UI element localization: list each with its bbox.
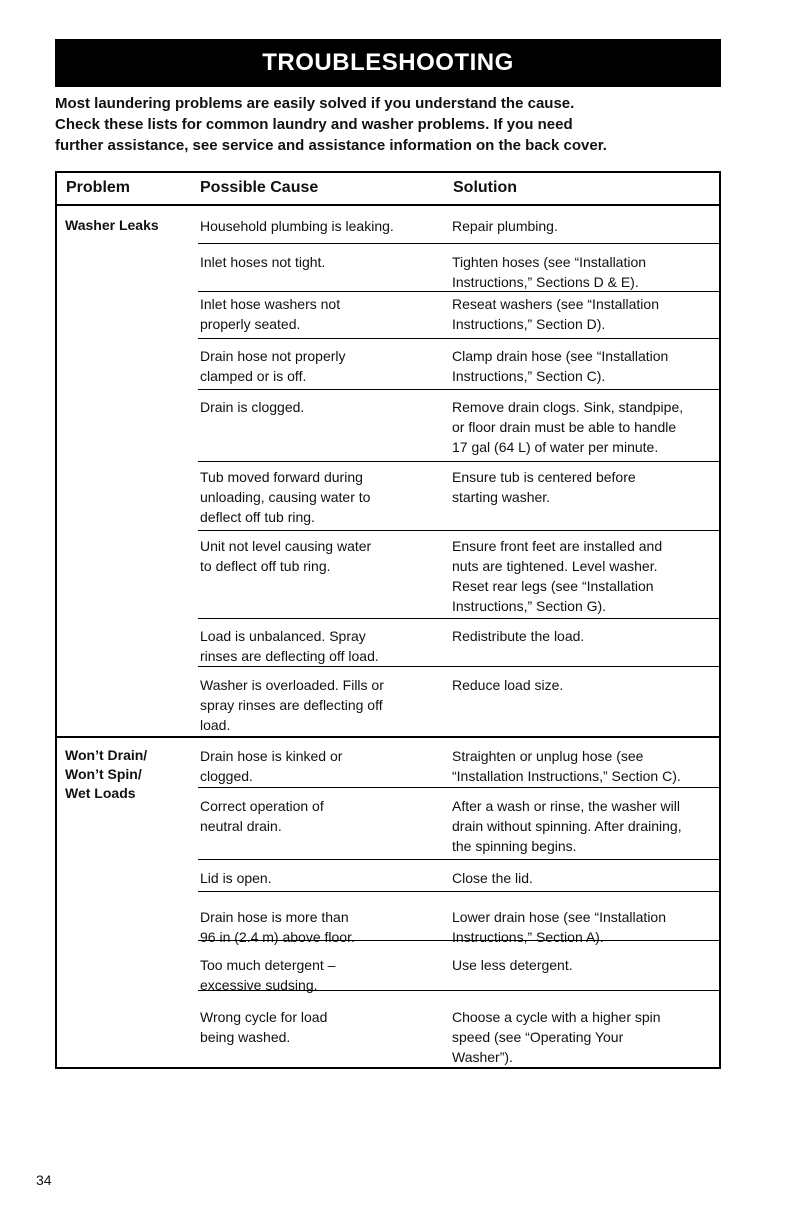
- row-divider: [198, 389, 719, 390]
- cause-line: to deflect off tub ring.: [200, 558, 331, 574]
- cause-cell: [200, 675, 440, 735]
- row-divider: [198, 787, 719, 788]
- cause-line: rinses are deflecting off load.: [200, 648, 379, 664]
- solution-cell: [452, 346, 722, 386]
- row-divider: [198, 618, 719, 619]
- solution-line: Redistribute the load.: [452, 628, 585, 644]
- problem-label: [65, 746, 195, 803]
- cause-line: unloading, causing water to: [200, 489, 371, 505]
- cause-line: Drain is clogged.: [200, 399, 305, 415]
- cause-line: Drain hose is more than: [200, 909, 349, 925]
- solution-cell: [452, 907, 722, 947]
- cause-line: spray rinses are deflecting off: [200, 697, 383, 713]
- cause-line: 96 in (2.4 m) above floor.: [200, 929, 355, 945]
- problem-label: [65, 216, 195, 235]
- solution-cell: [452, 252, 722, 292]
- cause-line: Drain hose not properly: [200, 348, 346, 364]
- cause-cell: [200, 216, 440, 236]
- solution-cell: [452, 1007, 722, 1067]
- cause-line: Load is unbalanced. Spray: [200, 628, 366, 644]
- solution-line: Remove drain clogs. Sink, standpipe,: [452, 399, 684, 415]
- solution-line: Straighten or unplug hose (see: [452, 748, 644, 764]
- solution-cell: [452, 796, 722, 856]
- cause-cell: [200, 907, 440, 947]
- solution-cell: [452, 955, 722, 975]
- solution-line: Washer”).: [452, 1049, 513, 1065]
- solution-line: starting washer.: [452, 489, 551, 505]
- solution-line: Instructions,” Section G).: [452, 598, 607, 614]
- cause-cell: [200, 868, 440, 888]
- solution-cell: [452, 675, 722, 695]
- problem-line: Won’t Drain/: [65, 747, 148, 763]
- solution-line: Instructions,” Section D).: [452, 316, 606, 332]
- intro-line: Most laundering problems are easily solved if you understand the cause.: [55, 95, 575, 112]
- solution-line: Ensure front feet are installed and: [452, 538, 663, 554]
- cause-cell: [200, 746, 440, 786]
- header-solution: Solution: [453, 179, 517, 196]
- cause-line: properly seated.: [200, 316, 301, 332]
- cause-line: Lid is open.: [200, 870, 272, 886]
- cause-cell: [200, 397, 440, 417]
- cause-cell: [200, 467, 440, 527]
- solution-line: After a wash or rinse, the washer will: [452, 798, 680, 814]
- cause-cell: [200, 536, 440, 576]
- cause-line: being washed.: [200, 1029, 291, 1045]
- solution-line: Repair plumbing.: [452, 218, 558, 234]
- solution-cell: [452, 626, 722, 646]
- row-divider: [198, 859, 719, 860]
- row-divider: [198, 891, 719, 892]
- row-divider: [198, 990, 719, 991]
- cause-line: excessive sudsing.: [200, 977, 318, 993]
- cause-line: deflect off tub ring.: [200, 509, 315, 525]
- cause-line: Drain hose is kinked or: [200, 748, 343, 764]
- problem-line: Wet Loads: [65, 785, 136, 801]
- solution-line: Instructions,” Section A).: [452, 929, 604, 945]
- cause-cell: [200, 346, 440, 386]
- solution-line: or floor drain must be able to handle: [452, 419, 677, 435]
- solution-line: Reseat washers (see “Installation: [452, 296, 659, 312]
- solution-cell: [452, 467, 722, 507]
- cause-line: Wrong cycle for load: [200, 1009, 328, 1025]
- solution-line: the spinning begins.: [452, 838, 577, 854]
- cause-line: Unit not level causing water: [200, 538, 372, 554]
- cause-line: Household plumbing is leaking.: [200, 218, 394, 234]
- row-divider: [198, 461, 719, 462]
- solution-cell: [452, 294, 722, 334]
- page-number: 34: [36, 1172, 52, 1188]
- solution-line: nuts are tightened. Level washer.: [452, 558, 658, 574]
- solution-line: Reset rear legs (see “Installation: [452, 578, 654, 594]
- solution-line: Tighten hoses (see “Installation: [452, 254, 647, 270]
- cause-cell: [200, 955, 440, 995]
- row-divider: [198, 338, 719, 339]
- row-divider: [198, 291, 719, 292]
- cause-cell: [200, 626, 440, 666]
- solution-cell: [452, 216, 722, 236]
- page-title: TROUBLESHOOTING: [262, 49, 514, 76]
- solution-cell: [452, 868, 722, 888]
- solution-line: Lower drain hose (see “Installation: [452, 909, 667, 925]
- table-header: [57, 173, 719, 206]
- row-divider: [198, 243, 719, 244]
- solution-line: Use less detergent.: [452, 957, 573, 973]
- solution-line: Choose a cycle with a higher spin: [452, 1009, 661, 1025]
- row-divider: [198, 530, 719, 531]
- solution-line: Clamp drain hose (see “Installation: [452, 348, 669, 364]
- row-divider: [198, 666, 719, 667]
- solution-line: “Installation Instructions,” Section C).: [452, 768, 681, 784]
- cause-line: Too much detergent –: [200, 957, 336, 973]
- problem-line: Washer Leaks: [65, 217, 159, 233]
- troubleshooting-table: [55, 171, 721, 1069]
- problem-line: Won’t Spin/: [65, 766, 142, 782]
- solution-line: drain without spinning. After draining,: [452, 818, 682, 834]
- cause-line: clamped or is off.: [200, 368, 307, 384]
- solution-line: speed (see “Operating Your: [452, 1029, 624, 1045]
- header-cause: Possible Cause: [200, 179, 319, 196]
- solution-cell: [452, 536, 722, 616]
- group-divider: [57, 736, 719, 738]
- solution-cell: [452, 746, 722, 786]
- intro-line: further assistance, see service and assistance information on the back cover.: [55, 137, 607, 154]
- cause-line: Inlet hose washers not: [200, 296, 341, 312]
- solution-line: Ensure tub is centered before: [452, 469, 636, 485]
- solution-line: Close the lid.: [452, 870, 533, 886]
- solution-cell: [452, 397, 722, 457]
- solution-line: Reduce load size.: [452, 677, 564, 693]
- cause-cell: [200, 796, 440, 836]
- cause-line: Washer is overloaded. Fills or: [200, 677, 384, 693]
- solution-line: Instructions,” Section C).: [452, 368, 606, 384]
- page-title-banner: [55, 39, 721, 87]
- solution-line: 17 gal (64 L) of water per minute.: [452, 439, 659, 455]
- header-problem: Problem: [66, 179, 131, 196]
- cause-cell: [200, 294, 440, 334]
- cause-cell: [200, 252, 440, 272]
- cause-line: load.: [200, 717, 231, 733]
- cause-line: neutral drain.: [200, 818, 282, 834]
- cause-cell: [200, 1007, 440, 1047]
- row-divider: [198, 940, 719, 941]
- cause-line: clogged.: [200, 768, 253, 784]
- intro-paragraph: [55, 93, 735, 156]
- cause-line: Correct operation of: [200, 798, 324, 814]
- solution-line: Instructions,” Sections D & E).: [452, 274, 639, 290]
- intro-line: Check these lists for common laundry and washer problems. If you need: [55, 116, 573, 133]
- cause-line: Tub moved forward during: [200, 469, 363, 485]
- cause-line: Inlet hoses not tight.: [200, 254, 326, 270]
